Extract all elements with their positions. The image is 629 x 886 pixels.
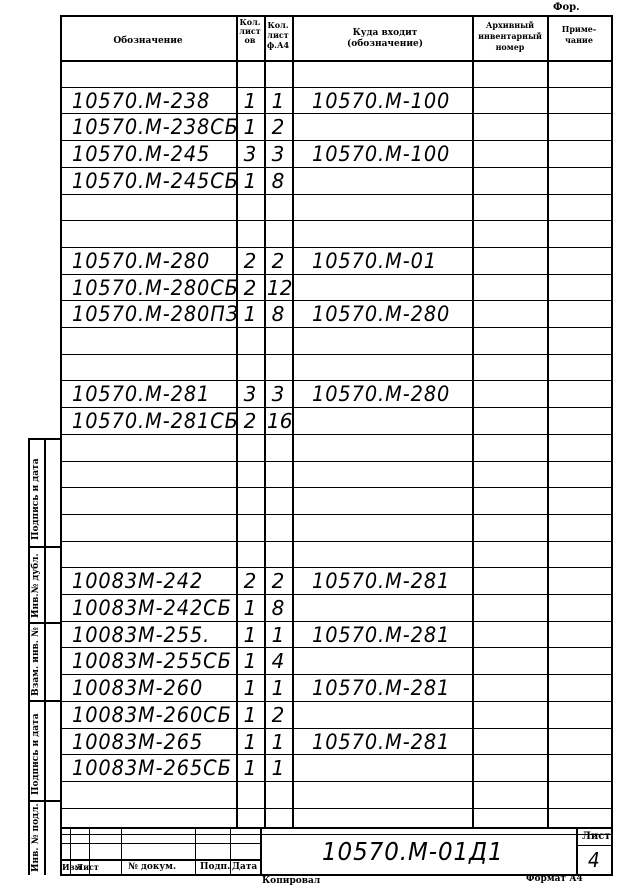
stamp-top-line <box>60 827 613 829</box>
header-archive: Архивный инвентарный номер <box>478 20 542 52</box>
row-separator <box>60 594 613 595</box>
row-separator <box>60 247 613 248</box>
header-sheets-a4: Кол. лист ф.А4 <box>266 20 290 50</box>
frame-right-line <box>611 15 613 875</box>
row-separator <box>60 781 613 782</box>
a4-sheets-cell: 3 <box>271 142 285 167</box>
a4-sheets-cell: 2 <box>271 569 285 594</box>
where-used-cell: 10570.М-281 <box>312 729 451 754</box>
row-separator <box>60 674 613 675</box>
designation-cell: 10083М-255. <box>72 622 211 647</box>
row-separator <box>60 380 613 381</box>
row-separator <box>60 728 613 729</box>
row-separator <box>60 567 613 568</box>
stamp-designation: 10570.М-01Д1 <box>322 837 504 866</box>
designation-cell: 10083М-242СБ <box>72 596 232 620</box>
sheets-cell: 1 <box>243 729 257 754</box>
a4-sheets-cell: 12 <box>267 275 293 300</box>
a4-sheets-cell: 8 <box>271 302 285 327</box>
designation-cell: 10570.М-281 <box>72 382 211 407</box>
designation-cell: 10083М-260 <box>72 676 204 701</box>
where-used-cell: 10570.М-280 <box>312 382 451 407</box>
side-sep-4 <box>28 800 62 802</box>
row-separator <box>60 434 613 435</box>
sheets-cell: 3 <box>243 382 257 407</box>
header-note: Приме- чание <box>561 24 597 45</box>
sheets-cell: 2 <box>243 275 257 300</box>
footer-copied: Копировал <box>262 876 321 886</box>
side-label-sign-date-1: Подпись и дата <box>31 458 41 540</box>
row-separator <box>60 754 613 755</box>
sheets-cell: 1 <box>243 115 257 140</box>
a4-sheets-cell: 8 <box>271 596 285 620</box>
row-separator <box>60 327 613 328</box>
row-separator <box>60 407 613 408</box>
header-sheets: Кол. листов <box>239 17 261 45</box>
designation-cell: 10083М-265СБ <box>72 756 232 781</box>
where-used-cell: 10570.М-100 <box>312 88 451 113</box>
side-label-vzam-inv: Взам. инв. № <box>31 627 41 696</box>
row-separator <box>60 113 613 114</box>
form-label: Фор. <box>553 2 580 13</box>
row-separator <box>60 701 613 702</box>
col-line-4 <box>472 15 474 827</box>
designation-cell: 10570.М-280 <box>72 248 211 273</box>
stamp-sheet-label: Лист <box>582 831 611 842</box>
row-separator <box>60 87 613 88</box>
row-separator <box>60 461 613 462</box>
row-separator <box>60 647 613 648</box>
stamp-sheet-number: 4 <box>588 848 601 872</box>
sheets-cell: 2 <box>243 569 257 594</box>
a4-sheets-cell: 1 <box>271 88 285 113</box>
where-used-cell: 10570.М-100 <box>312 142 451 167</box>
stamp-col-6 <box>260 827 262 874</box>
col-line-3 <box>292 15 294 827</box>
a4-sheets-cell: 16 <box>267 409 293 434</box>
side-sep-3 <box>28 700 62 702</box>
row-separator <box>60 514 613 515</box>
sheets-cell: 3 <box>243 142 257 167</box>
a4-sheets-cell: 2 <box>271 115 285 140</box>
where-used-cell: 10570.М-280 <box>312 302 451 327</box>
side-label-inv-podl: Инв. № подл. <box>31 803 41 872</box>
stamp-list: Лист <box>76 862 99 872</box>
designation-cell: 10083М-255СБ <box>72 649 232 674</box>
designation-cell: 10570.М-238СБ <box>72 115 239 140</box>
designation-cell: 10570.М-245СБ <box>72 168 239 193</box>
where-used-cell: 10570.М-01 <box>312 248 438 273</box>
header-bottom-line <box>60 60 613 62</box>
side-sep-1 <box>28 546 62 548</box>
a4-sheets-cell: 3 <box>271 382 285 407</box>
sheets-cell: 1 <box>243 702 257 727</box>
row-separator <box>60 808 613 809</box>
designation-cell: 10570.М-281СБ <box>72 409 239 434</box>
designation-cell: 10083М-265 <box>72 729 204 754</box>
row-separator <box>60 621 613 622</box>
sheets-cell: 1 <box>243 596 257 620</box>
row-separator <box>60 194 613 195</box>
sheets-cell: 1 <box>243 622 257 647</box>
designation-cell: 10570.М-238 <box>72 88 211 113</box>
col-line-2 <box>264 15 266 827</box>
sheets-cell: 2 <box>243 248 257 273</box>
row-separator <box>60 487 613 488</box>
row-separator <box>60 300 613 301</box>
side-block-inner-line <box>44 438 46 875</box>
where-used-cell: 10570.М-281 <box>312 622 451 647</box>
a4-sheets-cell: 1 <box>271 729 285 754</box>
stamp-sheet-line <box>576 845 612 846</box>
a4-sheets-cell: 1 <box>271 756 285 781</box>
frame-top-line <box>60 15 613 17</box>
side-sep-2 <box>28 622 62 624</box>
header-designation: Обозначение <box>113 36 183 46</box>
side-label-inv-dubl: Инв.№ дубл. <box>31 553 41 618</box>
where-used-cell: 10570.М-281 <box>312 569 451 594</box>
stamp-data: Дата <box>232 862 258 872</box>
row-separator <box>60 167 613 168</box>
row-separator <box>60 541 613 542</box>
designation-cell: 10083М-242 <box>72 569 204 594</box>
col-line-5 <box>547 15 549 827</box>
stamp-col-3 <box>121 827 122 874</box>
stamp-col-4 <box>195 827 196 874</box>
a4-sheets-cell: 2 <box>271 248 285 273</box>
row-separator <box>60 220 613 221</box>
stamp-podp: Подп. <box>200 862 231 872</box>
row-separator <box>60 140 613 141</box>
sheets-cell: 1 <box>243 756 257 781</box>
a4-sheets-cell: 4 <box>271 649 285 674</box>
footer-format: Формат А4 <box>526 874 583 884</box>
frame-left-line <box>60 15 62 875</box>
side-sep-0 <box>28 438 62 440</box>
designation-cell: 10570.М-280ПЗ <box>72 302 239 327</box>
sheets-cell: 1 <box>243 168 257 193</box>
a4-sheets-cell: 1 <box>271 676 285 701</box>
header-where-used: Куда входит (обозначение) <box>347 28 423 49</box>
a4-sheets-cell: 2 <box>271 702 285 727</box>
row-separator <box>60 274 613 275</box>
stamp-izm: Изм <box>62 862 82 872</box>
sheets-cell: 2 <box>243 409 257 434</box>
stamp-doc-no: № докум. <box>128 862 177 872</box>
side-label-sign-date-2: Подпись и дата <box>31 713 41 795</box>
where-used-cell: 10570.М-281 <box>312 676 451 701</box>
a4-sheets-cell: 8 <box>271 168 285 193</box>
row-separator <box>60 354 613 355</box>
designation-cell: 10570.М-245 <box>72 142 211 167</box>
designation-cell: 10570.М-280СБ <box>72 275 239 300</box>
row-separator <box>60 834 613 835</box>
designation-cell: 10083М-260СБ <box>72 702 232 727</box>
stamp-col-7 <box>576 827 578 874</box>
a4-sheets-cell: 1 <box>271 622 285 647</box>
sheets-cell: 1 <box>243 88 257 113</box>
side-block-outer-line <box>28 438 30 875</box>
sheets-cell: 1 <box>243 302 257 327</box>
sheets-cell: 1 <box>243 649 257 674</box>
sheets-cell: 1 <box>243 676 257 701</box>
